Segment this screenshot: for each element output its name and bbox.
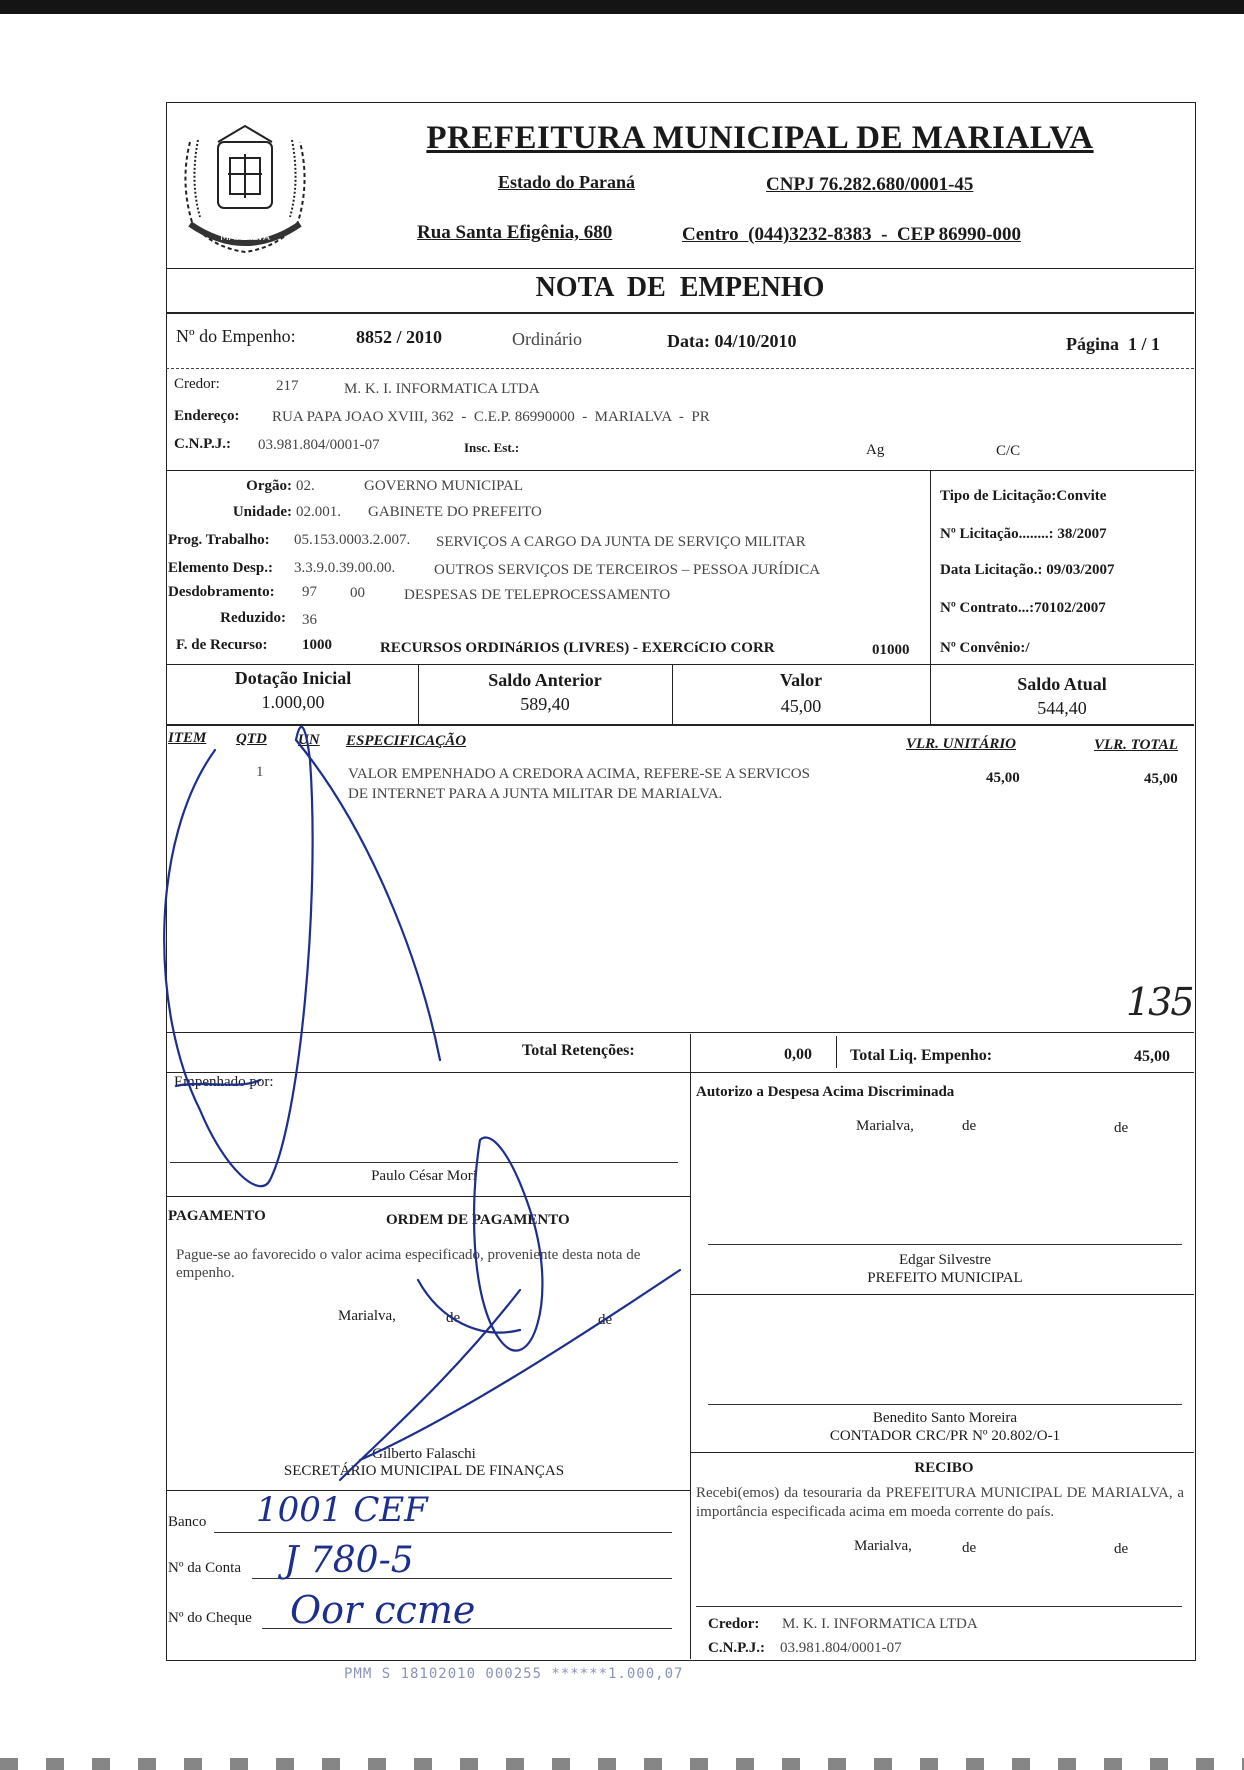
dotacao-label: Dotação Inicial <box>234 668 352 688</box>
saldo-anterior-label: Saldo Anterior <box>488 670 602 690</box>
recurso-number: 01000 <box>872 642 910 658</box>
item-total-price: 45,00 <box>1144 771 1178 787</box>
col-qtd: QTD <box>236 731 267 747</box>
autorizo-place: Marialva, <box>856 1118 914 1134</box>
col-vlr-unitario: VLR. UNITÁRIO <box>906 736 1017 752</box>
conta-handwritten[interactable]: J 780-5 <box>284 1540 414 1581</box>
orgao-label: Orgão: <box>246 478 292 494</box>
liq-empenho-label: Total Liq. Empenho: <box>850 1047 993 1064</box>
col-item: ITEM <box>168 730 207 746</box>
recibo-cnpj: 03.981.804/0001-07 <box>780 1640 902 1656</box>
col-un: UN <box>298 732 320 748</box>
desdobramento-name: DESPESAS DE TELEPROCESSAMENTO <box>404 587 671 603</box>
reduzido-value: 36 <box>302 612 317 628</box>
recibo-credor-label: Credor: <box>708 1616 760 1632</box>
elemento-name: OUTROS SERVIÇOS DE TERCEIROS – PESSOA JURÍDICA <box>434 562 821 578</box>
empenho-number: 8852 / 2010 <box>356 327 443 347</box>
document-title: NOTA DE EMPENHO <box>535 272 825 303</box>
cnpj-label: C.N.P.J.: <box>174 436 231 452</box>
recibo-de-2: de <box>1114 1541 1129 1557</box>
cheque-label: Nº do Cheque <box>168 1610 252 1626</box>
saldo-atual-value: 544,40 <box>1037 698 1087 718</box>
conta-label: Nº da Conta <box>168 1560 241 1576</box>
pague-text: Pague-se ao favorecido o valor acima especificado, proveniente desta nota de empenho. <box>176 1247 641 1281</box>
orgao-name: GOVERNO MUNICIPAL <box>364 478 524 494</box>
large-loop-signature <box>164 727 312 1186</box>
center-loop-signature <box>474 1138 542 1351</box>
empenhado-label: Empenhado por: <box>174 1074 274 1090</box>
prog-name: SERVIÇOS A CARGO DA JUNTA DE SERVIÇO MILITAR <box>436 534 806 550</box>
contador-name: Benedito Santo Moreira <box>872 1410 1018 1426</box>
banco-handwritten[interactable]: 1001 CEF <box>256 1490 428 1530</box>
desdobramento-code: 97 <box>302 584 317 600</box>
diagonal-signature-stroke <box>296 740 440 1060</box>
convenio-number: Nº Convênio:/ <box>940 640 1030 656</box>
long-sweep-signature <box>340 1270 680 1480</box>
prog-label: Prog. Trabalho: <box>168 532 270 548</box>
desdobramento-sub: 00 <box>350 585 365 601</box>
recurso-code: 1000 <box>302 637 332 653</box>
col-especificacao: ESPECIFICAÇÃO <box>346 733 467 749</box>
liq-empenho-value: 45,00 <box>1134 1048 1170 1065</box>
empenho-number-label: Nº do Empenho: <box>176 326 296 346</box>
item-qtd: 1 <box>256 764 264 780</box>
insc-est-label: Insc. Est.: <box>464 440 520 455</box>
pagamento-label: PAGAMENTO <box>168 1208 266 1224</box>
contrato-number: Nº Contrato...:70102/2007 <box>940 600 1106 616</box>
contador-title: CONTADOR CRC/PR Nº 20.802/O-1 <box>829 1428 1061 1444</box>
ordem-pagamento-label: ORDEM DE PAGAMENTO <box>386 1212 570 1228</box>
page-indicator: Página 1 / 1 <box>1066 334 1161 354</box>
ag-label: Ag <box>866 442 885 458</box>
handwritten-page-number: 135 <box>1126 980 1193 1024</box>
recibo-place: Marialva, <box>854 1538 912 1554</box>
credor-code: 217 <box>276 378 299 394</box>
dotacao-value: 1.000,00 <box>261 692 325 712</box>
empenhado-name: Paulo César Mori <box>371 1168 477 1184</box>
cc-label: C/C <box>996 443 1021 459</box>
retencoes-label: Total Retenções: <box>522 1042 635 1059</box>
prefeito-title: PREFEITO MUNICIPAL <box>867 1270 1023 1286</box>
licitacao-tipo: Tipo de Licitação:Convite <box>940 488 1107 504</box>
desdobramento-label: Desdobramento: <box>168 584 275 600</box>
recurso-label: F. de Recurso: <box>176 637 268 653</box>
credor-name: M. K. I. INFORMATICA LTDA <box>344 381 540 397</box>
valor-label: Valor <box>779 670 823 690</box>
orgao-code: 02. <box>296 478 315 494</box>
autorizo-de-2: de <box>1114 1120 1129 1136</box>
autorizo-de-1: de <box>962 1118 977 1134</box>
ordem-place: Marialva, <box>338 1308 396 1324</box>
unidade-label: Unidade: <box>232 504 292 520</box>
empenho-date: Data: 04/10/2010 <box>667 331 797 351</box>
recurso-name: RECURSOS ORDINáRIOS (LIVRES) - EXERCíCIO CORR <box>380 640 775 656</box>
empenho-type: Ordinário <box>512 329 582 349</box>
recibo-de-1: de <box>962 1540 977 1556</box>
banco-label: Banco <box>168 1514 207 1530</box>
secretario-title: SECRETÁRIO MUNICIPAL DE FINANÇAS <box>283 1463 565 1479</box>
saldo-anterior-value: 589,40 <box>520 694 570 714</box>
header-district-phone-cep: Centro (044)3232-8383 - CEP 86990-000 <box>682 224 1021 245</box>
address-label: Endereço: <box>174 408 240 424</box>
recibo-title: RECIBO <box>914 1460 974 1476</box>
saldo-atual-label: Saldo Atual <box>1017 674 1107 694</box>
elemento-label: Elemento Desp.: <box>168 560 273 576</box>
footer-stamp: PMM S 18102010 000255 ******1.000,07 <box>344 1666 684 1682</box>
header-street: Rua Santa Efigênia, 680 <box>417 222 613 243</box>
prog-code: 05.153.0003.2.007. <box>294 532 411 548</box>
scan-bottom-edge <box>0 1758 1244 1770</box>
retencoes-value: 0,00 <box>784 1046 812 1063</box>
licitacao-numero: Nº Licitação........: 38/2007 <box>940 526 1107 542</box>
secretario-name: Gilberto Falaschi <box>372 1446 476 1462</box>
credor-cnpj: 03.981.804/0001-07 <box>258 437 380 453</box>
item-unit-price: 45,00 <box>986 770 1020 786</box>
recibo-cnpj-label: C.N.P.J.: <box>708 1640 765 1656</box>
item-desc-line1: VALOR EMPENHADO A CREDORA ACIMA, REFERE-SE A SERVICOS <box>348 766 810 782</box>
item-desc-line2: DE INTERNET PARA A JUNTA MILITAR DE MARIALVA. <box>348 786 723 802</box>
autorizo-label: Autorizo a Despesa Acima Discriminada <box>696 1084 955 1100</box>
recibo-credor-name: M. K. I. INFORMATICA LTDA <box>782 1616 978 1632</box>
credor-label: Credor: <box>174 376 220 392</box>
ordem-de-2: de <box>598 1312 613 1328</box>
seal-text: MARIALVA <box>220 232 270 243</box>
header-cnpj: CNPJ 76.282.680/0001-45 <box>766 174 974 195</box>
cheque-handwritten[interactable]: Oor ccme <box>290 1588 476 1632</box>
reduzido-label: Reduzido: <box>220 610 286 626</box>
prefeito-name: Edgar Silvestre <box>898 1252 992 1268</box>
unidade-name: GABINETE DO PREFEITO <box>368 504 542 520</box>
col-vlr-total: VLR. TOTAL <box>1094 737 1178 753</box>
ordem-de-1: de <box>446 1310 461 1326</box>
header-state: Estado do Paraná <box>498 172 636 192</box>
credor-address: RUA PAPA JOAO XVIII, 362 - C.E.P. 86990000 - MARIALVA - PR <box>272 409 710 425</box>
unidade-code: 02.001. <box>296 504 341 520</box>
recibo-text: Recebi(emos) da tesouraria da PREFEITURA MUNICIPAL DE MARIALVA, a importância especificada acima em moeda corrente do país. <box>696 1485 1184 1520</box>
licitacao-data: Data Licitação.: 09/03/2007 <box>940 562 1115 578</box>
small-paraph <box>418 1280 520 1333</box>
header-title: PREFEITURA MUNICIPAL DE MARIALVA <box>426 120 1094 156</box>
valor-value: 45,00 <box>780 696 822 716</box>
elemento-code: 3.3.9.0.39.00.00. <box>294 560 396 576</box>
